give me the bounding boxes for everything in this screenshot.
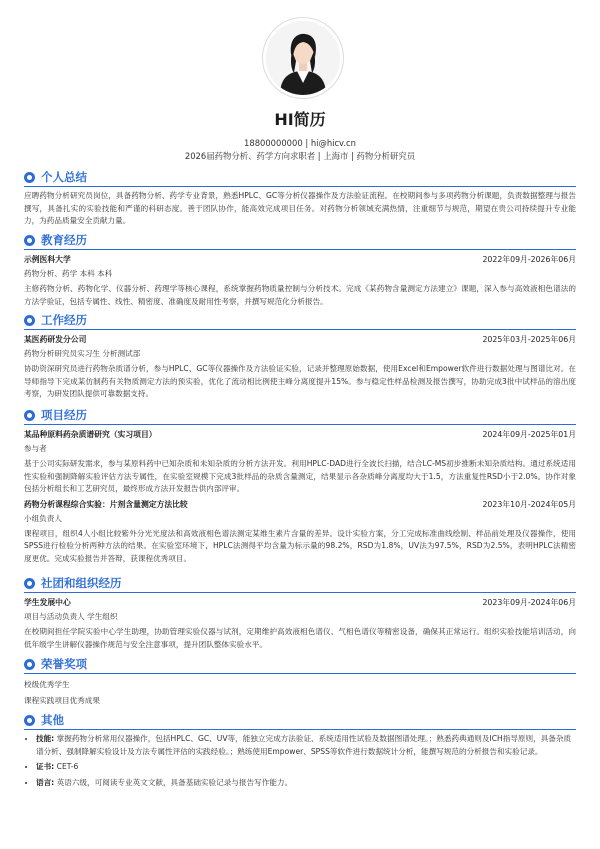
list-item [36, 777, 576, 790]
section-bullet-icon [24, 659, 35, 670]
education-desc: 主修药物分析、药物化学、仪器分析、药理学等核心课程，系统掌握药物质量控制与分析技术。完成《某药物含量测定方法建立》课题，深入参与高效液相色谱法的方法学验证，包括专属性、线性、精密度、准确度及耐用性考察，并撰写规范化分析报告。 [24, 284, 576, 306]
other-text: 掌握药物分析常用仪器操作，包括HPLC、GC、UV等，能独立完成方法验证、系统适用性试验及数据图谱处理。；熟悉药典通则及ICH指导原则，具备杂质谱分析、强制降解实验设计及方法专属性评估的实践经验。；熟练使用Empower、SPSS等软件进行数据统计分析，能撰写规范的分析报告和实验记录。 [36, 734, 572, 756]
job-intention: 2026届药物分析、药学方向求职者 | 上海市 | 药物分析研究员 [184, 151, 416, 161]
other-label: 证书: [36, 762, 55, 772]
section-bullet-icon [24, 410, 35, 421]
campus-row [24, 596, 576, 610]
section-title: 项目经历 [41, 408, 87, 422]
section-header [24, 576, 576, 593]
work-desc: 协助资深研究员进行药物杂质谱分析，参与HPLC、GC等仪器操作及方法验证实验，记录并整理原始数据，使用Excel和Empower软件进行数据处理与图谱比对。在导师指导下完成某仿制药有关物质测定方法的预实验，优化了流动相比例使主峰分离度提升15%。参与稳定性样品检测及报告撰写，协助完成3批中试样品的溶出度考察，为研发团队提供可靠数据支持。 [24, 364, 576, 399]
contact-info [0, 137, 600, 163]
school-name: 示例医科大学 [24, 255, 71, 264]
project-name: 某品种原料药杂质谱研究（实习项目） [24, 430, 157, 439]
company-name: 某医药研发分公司 [24, 335, 87, 344]
campus-role: 项目与活动负责人 学生组织 [24, 612, 118, 621]
work-role: 药物分析研究员实习生 分析测试部 [24, 349, 141, 358]
section-title: 社团和组织经历 [41, 576, 122, 590]
section-bullet-icon [24, 715, 35, 726]
section-title: 工作经历 [41, 313, 87, 327]
section-title: 荣誉奖项 [41, 657, 87, 671]
section-bullet-icon [24, 578, 35, 589]
section-title: 个人总结 [41, 170, 87, 184]
education-row [24, 253, 576, 267]
project-role: 参与者 [24, 444, 47, 453]
education-major: 药物分析、药学 本科 本科 [24, 269, 113, 278]
project-row [24, 498, 576, 512]
work-dates: 2025年03月-2025年06月 [482, 335, 576, 344]
project-desc: 课程项目，组织4人小组比较紫外分光光度法和高效液相色谱法测定某维生素片含量的差异。设计实验方案，分工完成标准曲线绘制、样品前处理及仪器操作，使用SPSS进行检验分析两种方法的结果。在实验室环境下，HPLC法测得平均含量为标示量的98.2%，RSD为1.8%，UV法为97.5%，RSD为2.5%，表明HPLC法精密度更优。完成实验报告并答辩，获课程优秀项目。 [24, 528, 576, 563]
campus-dates: 2023年09月-2024年06月 [482, 598, 576, 607]
section-projects [24, 408, 576, 566]
contact-line: 18800000000 | hi@hicv.cn [244, 138, 356, 148]
section-education [24, 233, 576, 308]
section-title: 其他 [41, 713, 64, 727]
phone: 18800000000 [244, 138, 303, 148]
section-work [24, 313, 576, 401]
section-campus [24, 576, 576, 651]
section-header [24, 713, 576, 730]
project-name: 药物分析课程综合实验：片剂含量测定方法比较 [24, 499, 188, 509]
section-header [24, 408, 576, 425]
education-dates: 2022年09月-2026年06月 [482, 255, 576, 264]
section-honors [24, 657, 576, 709]
avatar [263, 18, 343, 98]
section-header [24, 233, 576, 250]
campus-desc: 在校期间担任学院实验中心学生助理，协助管理实验仪器与试剂，定期维护高效液相色谱仪、气相色谱仪等精密设备，确保其正常运行。组织实验技能培训活动，向低年级学生讲解仪器操作规范与安全注意事项，提升团队整体实验水平。 [24, 627, 576, 649]
section-bullet-icon [24, 172, 35, 183]
section-summary [24, 170, 576, 228]
section-other [24, 713, 576, 789]
section-title: 教育经历 [41, 233, 87, 247]
other-label: 技能: [36, 734, 55, 743]
summary-text: 应聘药物分析研究员岗位，具备药物分析、药学专业背景，熟悉HPLC、GC等分析仪器操作及方法验证流程。在校期间参与多项药物分析课题，负责数据整理与报告撰写，具备扎实的实验技能和严谨的科研态度。善于团队协作，能高效完成项目任务。对药物分析领域充满热情，注重细节与规范，期望在贵公司持续提升专业能力，为药品质量安全贡献力量。 [24, 191, 576, 226]
section-header [24, 170, 576, 187]
section-header [24, 657, 576, 674]
project-role: 小组负责人 [24, 513, 62, 523]
project-dates: 2024年09月-2025年01月 [482, 430, 576, 439]
section-bullet-icon [24, 235, 35, 246]
project-row [24, 428, 576, 442]
other-label: 语言: [36, 777, 55, 787]
org-name: 学生发展中心 [24, 598, 71, 607]
section-bullet-icon [24, 315, 35, 326]
honor-item: 校级优秀学生 [24, 680, 70, 689]
project-desc: 基于公司实际研发需求，参与某原料药中已知杂质和未知杂质的分析方法开发。利用HPLC-DAD进行全波长扫描，结合LC-MS初步推断未知杂质结构。通过系统适用性实验和强制降解实验评估方法专属性，在实验室规模下完成3批样品的杂质含量测定，结果显示各杂质峰分离度均大于1.5，方法重复性RSD小于2.0%。协作对象包括分析组长和工艺研究员，最终形成方法开发报告供内部评审。 [24, 459, 576, 494]
email: hi@hicv.cn [310, 138, 356, 148]
section-header [24, 313, 576, 330]
other-text: CET-6 [56, 762, 79, 772]
other-list [24, 733, 576, 789]
resume-name: HI简历 [274, 110, 326, 129]
list-item [36, 761, 576, 774]
list-item [36, 733, 576, 758]
honor-item: 课程实践项目优秀成果 [24, 696, 100, 705]
other-text: 英语六级，可阅读专业英文文献，具备基础实验记录与报告写作能力。 [56, 777, 293, 787]
work-row [24, 333, 576, 347]
resume-header [0, 0, 600, 170]
project-dates: 2023年10月-2024年05月 [482, 499, 576, 509]
